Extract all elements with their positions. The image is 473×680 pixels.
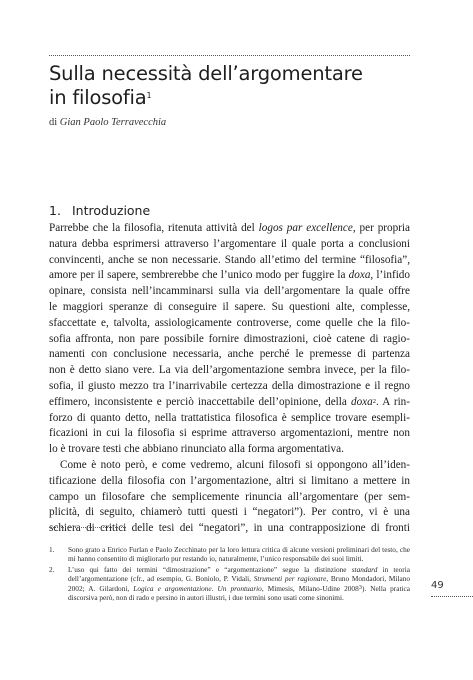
text-line: amore per il sapere, sembrerebbe che l’unico modo per fuggire la doxa, l’infido [49,269,410,282]
emphasis: logos par excellence [258,222,353,234]
book-title: Logica e argomentazione. Un prontuario [133,583,262,593]
text-line: le maggiori speranze di conseguire il sapere. Su questioni alte, complesse, [49,300,410,313]
footnote-number: 2. [49,564,55,574]
footnote-ref: 3 [358,583,362,591]
section-title: Introduzione [72,203,151,218]
text-line: sofia affronta, non pare possibile fornire dimostrazioni, cioè catene di ragio- [49,332,410,345]
text-line: Come è noto però, e come vedremo, alcuni filosofi si oppongono all’iden- [60,458,410,471]
header-dotted-rule [49,55,410,56]
text-line: effimero, inconsistente e perciò inaccettabile dell’opinione, della doxa$^2$. A rin- [49,395,410,408]
paragraph-2 [49,458,410,537]
text-line: opinare, consista nell’incamminarsi sulla via dell’argomentare la quale offre [49,285,410,298]
text-line: tificazione della filosofia con l’argomentazione, altri si limitano a mettere in [49,474,410,487]
text-line: plicità, di seguito, chiamerò tutti questi i “negatori”). Per contro, vi è una [49,506,410,519]
footnote-number: 1. [49,545,55,554]
title-line-1: Sulla necessità dell’argomentare [49,62,363,85]
text-line: ficazioni in cui la filosofia si esprime attraverso argomentazioni, mentre non [49,427,410,440]
text-line: sfaccettate e, talvolta, assiologicamente controverse, come quelle che la filo- [49,316,410,329]
text-line: schiera di critici delle tesi dei “negatori”, in una contrapposizione di fronti [49,522,410,535]
emphasis: doxa [348,269,371,282]
page-number: 49 [431,580,444,591]
article-title [49,62,409,110]
page-number-dotted-rule [431,596,473,597]
text-line: convincenti, anche se non necessarie. Stando all’etimo del termine “filosofia”, [49,253,410,266]
footnote-separator [49,527,126,528]
byline-prefix: di [49,117,58,128]
paragraph-1 [49,221,410,458]
author-name: Gian Paolo Terravecchia [59,117,167,128]
section-heading [49,203,150,218]
text-line: lo è trovare testi che abbiano rinunciato alla forma argomentativa. [49,443,344,456]
byline [49,117,166,128]
text-line: Parrebbe che la filosofia, ritenuta attività del logos par excellence, per propria [49,222,411,234]
title-line-2: in filosofia [49,86,147,109]
emphasis: standard [351,564,378,574]
text-line: natura debba esprimersi attraverso l’argomentare il quale porta a conclusioni [49,237,410,250]
title-footnote-ref[interactable]: 1 [146,91,152,100]
body-text [49,221,410,537]
footnotes [49,545,410,603]
text-line: sofia, il giusto mezzo tra l’inarrivabile certezza della dimostrazione e il regno [49,379,410,392]
footnote [49,545,410,564]
text-line: forzo di quanto detto, nella trattatistica filosofica è semplice trovare esempli- [49,411,410,424]
text-line: namenti con conclusione necessaria, anche perché le premesse di partenza [49,348,410,361]
footnote-text: Sono grato a Enrico Furlan e Paolo Zecchinato per la loro lettura critica di alcune versioni preliminari del testo, che mi hanno consentito di migliorarlo pur restando io, naturalmente, l’unico responsabile dei suoi limiti. [68,545,410,564]
footnote-text: L’uso qui fatto dei termini “dimostrazione” e “argomentazione” segue la distinzione standard in teoria dell’argomentazione (cfr., ad esempio, G. Boniolo, P. Vidali, Strumenti per ragionare, Bruno Mondadori, Milano 2002; A. Gilardoni, Logica e argomentazione. Un prontuario, Mimesis, Milano-Udine 2008$^3$). Nella pratica discorsiva però, non di rado e persino in autori illustri, i due termini sono usati come sinonimi. [68,564,411,603]
footnote-ref[interactable]: 2 [372,397,376,405]
text-line: non è detto siano vere. La via dell’argomentazione sembra invece, per la filo- [49,364,410,377]
section-number: 1. [49,203,61,218]
emphasis: doxa [350,395,373,408]
book-title: Strumenti per ragionare [253,574,327,584]
footnote [49,565,410,603]
text-line: campo un filosofare che semplicemente rinuncia all’argomentare (per sem- [49,490,410,503]
